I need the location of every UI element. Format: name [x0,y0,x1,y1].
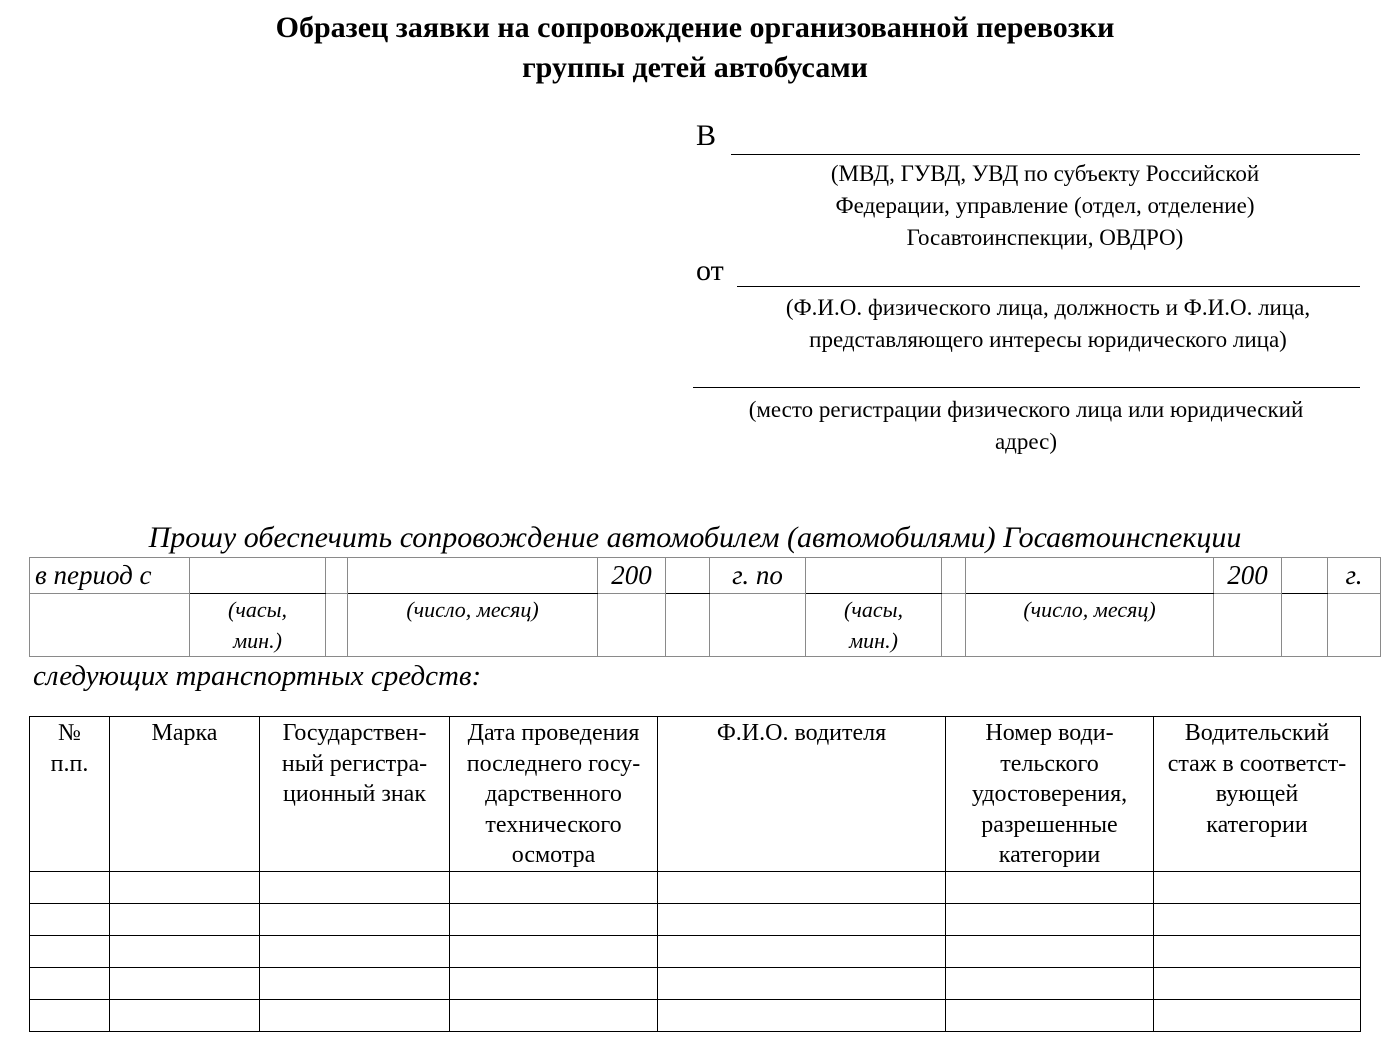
to-input-line[interactable] [731,154,1360,155]
address-caption [698,394,1354,458]
table-cell[interactable] [450,967,658,999]
header-line: категории [998,842,1101,868]
to-caption-line: Госавтоинспекции, ОВДРО) [906,225,1184,250]
table-row [30,935,1361,967]
table-cell[interactable] [110,935,260,967]
table-cell[interactable] [260,935,450,967]
header-line: Номер води- [985,720,1114,746]
to-year-prefix: 200 [1214,558,1282,594]
header-line: ционный знак [283,781,426,807]
table-cell[interactable] [450,935,658,967]
header-plate [260,717,450,872]
table-cell[interactable] [110,967,260,999]
table-cell[interactable] [450,903,658,935]
caption-cell [30,594,190,657]
to-time-field[interactable] [806,558,942,594]
table-row [30,903,1361,935]
from-caption-line: (Ф.И.О. физического лица, должность и Ф.И.О. лица, [785,295,1311,320]
spacer-cell [942,558,966,594]
table-cell[interactable] [30,903,110,935]
from-caption-line: представляющего интересы юридического лица) [809,327,1287,352]
table-cell[interactable] [1154,967,1361,999]
header-line: технического [485,811,622,838]
table-cell[interactable] [658,903,946,935]
table-cell[interactable] [450,999,658,1031]
from-time-caption [190,594,326,657]
caption-line: мин.) [233,628,282,653]
header-line: Марка [151,720,218,746]
header-line: ный регистра- [281,750,428,777]
table-cell[interactable] [260,871,450,903]
from-date-field[interactable] [348,558,598,594]
vehicles-table [29,716,1361,1032]
table-cell[interactable] [30,871,110,903]
address-input-line[interactable] [693,387,1360,388]
header-line: Государствен- [282,720,427,746]
title-line-2: группы детей автобусами [522,51,868,84]
request-text: Прошу обеспечить сопровождение автомобилем (автомобилями) Госавтоинспекции [148,521,1242,554]
header-line: Дата проведения [467,720,640,746]
header-line: Водительский [1184,720,1330,746]
caption-line: (часы, [844,597,903,622]
header-line: тельского [1000,750,1099,777]
document-title [0,8,1390,88]
from-caption [738,292,1358,356]
caption-cell [1282,594,1328,657]
header-line: вующей [1215,781,1299,807]
from-date-caption: (число, месяц) [348,594,598,657]
to-date-caption: (число, месяц) [966,594,1214,657]
caption-cell [1328,594,1381,657]
following-text: следующих транспортных средств: [33,660,482,692]
caption-cell [666,594,710,657]
to-year-field[interactable] [1282,558,1328,594]
caption-line: мин.) [849,628,898,653]
table-cell[interactable] [946,935,1154,967]
caption-cell [1214,594,1282,657]
spacer-cell [326,558,348,594]
to-caption-line: Федерации, управление (отдел, отделение) [835,193,1255,218]
table-cell[interactable] [658,999,946,1031]
table-row [30,871,1361,903]
caption-cell [326,594,348,657]
header-number [30,717,110,872]
header-line: последнего госу- [466,750,641,777]
table-cell[interactable] [658,935,946,967]
to-label: В [696,119,717,152]
from-time-field[interactable] [190,558,326,594]
table-row [30,967,1361,999]
table-cell[interactable] [30,967,110,999]
table-cell[interactable] [110,903,260,935]
table-cell[interactable] [30,999,110,1031]
table-cell[interactable] [260,967,450,999]
table-cell[interactable] [260,999,450,1031]
year-suffix: г. [1328,558,1381,594]
table-cell[interactable] [946,903,1154,935]
header-driver-name [658,717,946,872]
table-cell[interactable] [260,903,450,935]
address-caption-line: (место регистрации физического лица или юридический [748,397,1304,422]
table-cell[interactable] [946,999,1154,1031]
header-line: осмотра [511,842,596,868]
to-time-caption [806,594,942,657]
header-experience [1154,717,1361,872]
header-line: стаж в соответст- [1167,750,1347,777]
table-cell[interactable] [110,871,260,903]
table-cell[interactable] [1154,871,1361,903]
header-line: удостоверения, [971,781,1128,807]
from-input-line[interactable] [737,286,1360,287]
period-table [29,557,1381,657]
table-row [30,999,1361,1031]
to-date-field[interactable] [966,558,1214,594]
table-cell[interactable] [658,871,946,903]
to-caption [735,158,1355,254]
table-cell[interactable] [1154,999,1361,1031]
header-inspection-date [450,717,658,872]
from-label: от [696,254,724,287]
table-cell[interactable] [658,967,946,999]
from-year-prefix: 200 [598,558,666,594]
caption-line: (часы, [228,597,287,622]
table-cell[interactable] [946,871,1154,903]
table-cell[interactable] [450,871,658,903]
table-cell[interactable] [1154,903,1361,935]
header-line: № [58,720,81,746]
from-year-field[interactable] [666,558,710,594]
to-caption-line: (МВД, ГУВД, УВД по субъекту Российской [830,161,1260,186]
table-cell[interactable] [110,999,260,1031]
table-cell[interactable] [1154,935,1361,967]
header-brand [110,717,260,872]
table-header-row [30,717,1361,872]
address-caption-line: адрес) [994,429,1058,454]
header-line: дарственного [485,781,622,807]
header-line: п.п. [50,750,89,777]
header-license [946,717,1154,872]
header-line: Ф.И.О. водителя [716,720,887,746]
title-line-1: Образец заявки на сопровождение организованной перевозки [275,11,1115,44]
period-from-label: в период с [30,558,190,594]
header-line: разрешенные [981,811,1118,838]
caption-cell [942,594,966,657]
caption-cell [710,594,806,657]
caption-cell [598,594,666,657]
table-cell[interactable] [946,967,1154,999]
table-cell[interactable] [30,935,110,967]
header-line: категории [1206,811,1308,838]
period-to-label: г. по [710,558,806,594]
